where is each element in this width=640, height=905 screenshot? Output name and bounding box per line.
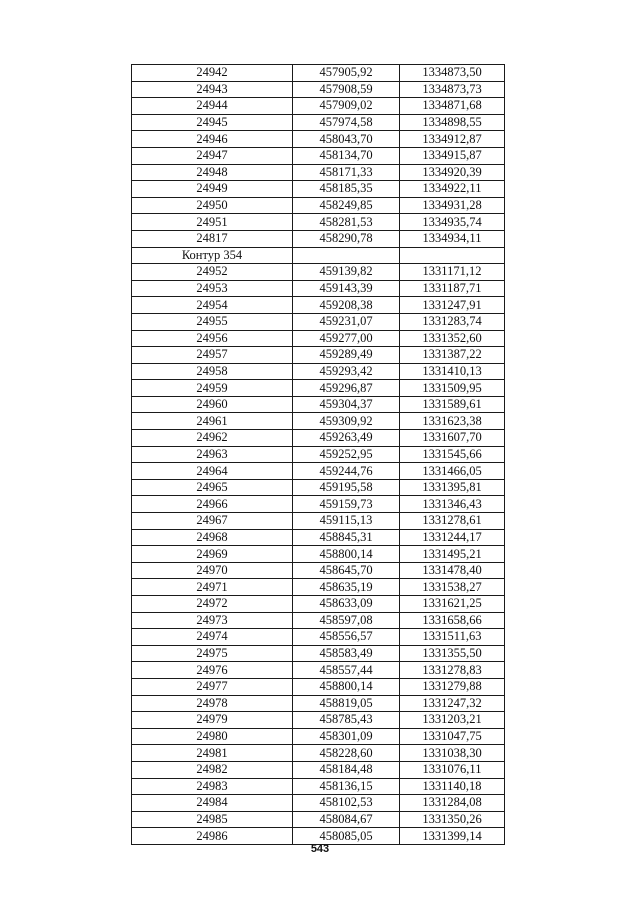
table-row <box>132 513 505 530</box>
y-coordinate-cell: 1334912,87 <box>400 131 505 148</box>
point-number-cell: 24985 <box>132 811 293 828</box>
x-coordinate-cell: 457974,58 <box>293 114 400 131</box>
point-number-cell: 24964 <box>132 463 293 480</box>
y-coordinate-cell: 1331352,60 <box>400 330 505 347</box>
x-coordinate-cell: 459143,39 <box>293 280 400 297</box>
x-coordinate-cell <box>293 247 400 264</box>
y-coordinate-cell: 1331038,30 <box>400 745 505 762</box>
y-coordinate-cell: 1334920,39 <box>400 164 505 181</box>
x-coordinate-cell: 457905,92 <box>293 65 400 82</box>
y-coordinate-cell: 1331283,74 <box>400 313 505 330</box>
point-number-cell: 24948 <box>132 164 293 181</box>
table-row <box>132 795 505 812</box>
table-row <box>132 463 505 480</box>
x-coordinate-cell: 458583,49 <box>293 645 400 662</box>
y-coordinate-cell: 1334873,50 <box>400 65 505 82</box>
x-coordinate-cell: 459195,58 <box>293 479 400 496</box>
y-coordinate-cell: 1331621,25 <box>400 596 505 613</box>
x-coordinate-cell: 458645,70 <box>293 562 400 579</box>
table-row <box>132 728 505 745</box>
x-coordinate-cell: 459244,76 <box>293 463 400 480</box>
y-coordinate-cell: 1331076,11 <box>400 761 505 778</box>
y-coordinate-cell <box>400 247 505 264</box>
x-coordinate-cell: 458819,05 <box>293 695 400 712</box>
point-number-cell: 24981 <box>132 745 293 762</box>
x-coordinate-cell: 457908,59 <box>293 81 400 98</box>
y-coordinate-cell: 1331511,63 <box>400 629 505 646</box>
point-number-cell: 24961 <box>132 413 293 430</box>
point-number-cell: 24949 <box>132 181 293 198</box>
table-row <box>132 347 505 364</box>
point-number-cell: 24975 <box>132 645 293 662</box>
point-number-cell: 24972 <box>132 596 293 613</box>
x-coordinate-cell: 459289,49 <box>293 347 400 364</box>
point-number-cell: 24979 <box>132 712 293 729</box>
table-row <box>132 214 505 231</box>
point-number-cell: 24984 <box>132 795 293 812</box>
coordinates-table <box>131 64 505 845</box>
point-number-cell: 24946 <box>132 131 293 148</box>
x-coordinate-cell: 458185,35 <box>293 181 400 198</box>
point-number-cell: 24942 <box>132 65 293 82</box>
y-coordinate-cell: 1331279,88 <box>400 678 505 695</box>
x-coordinate-cell: 458085,05 <box>293 828 400 845</box>
x-coordinate-cell: 458290,78 <box>293 230 400 247</box>
y-coordinate-cell: 1331346,43 <box>400 496 505 513</box>
table-row <box>132 745 505 762</box>
point-number-cell: 24958 <box>132 363 293 380</box>
point-number-cell: 24953 <box>132 280 293 297</box>
x-coordinate-cell: 458171,33 <box>293 164 400 181</box>
y-coordinate-cell: 1331395,81 <box>400 479 505 496</box>
table-row <box>132 147 505 164</box>
point-number-cell: 24983 <box>132 778 293 795</box>
table-row <box>132 546 505 563</box>
y-coordinate-cell: 1331495,21 <box>400 546 505 563</box>
point-number-cell: 24951 <box>132 214 293 231</box>
table-row <box>132 297 505 314</box>
x-coordinate-cell: 458136,15 <box>293 778 400 795</box>
point-number-cell: 24959 <box>132 380 293 397</box>
x-coordinate-cell: 459293,42 <box>293 363 400 380</box>
table-row <box>132 81 505 98</box>
point-number-cell: 24970 <box>132 562 293 579</box>
table-row <box>132 662 505 679</box>
point-number-cell: 24957 <box>132 347 293 364</box>
x-coordinate-cell: 459252,95 <box>293 446 400 463</box>
table-row <box>132 828 505 845</box>
y-coordinate-cell: 1334935,74 <box>400 214 505 231</box>
x-coordinate-cell: 457909,02 <box>293 98 400 115</box>
point-number-cell: 24945 <box>132 114 293 131</box>
y-coordinate-cell: 1331410,13 <box>400 363 505 380</box>
y-coordinate-cell: 1331244,17 <box>400 529 505 546</box>
y-coordinate-cell: 1334931,28 <box>400 197 505 214</box>
table-row <box>132 313 505 330</box>
point-number-cell: 24967 <box>132 513 293 530</box>
table-row <box>132 446 505 463</box>
table-row <box>132 761 505 778</box>
table-row <box>132 612 505 629</box>
table-row <box>132 264 505 281</box>
table-row <box>132 114 505 131</box>
point-number-cell: 24944 <box>132 98 293 115</box>
x-coordinate-cell: 459296,87 <box>293 380 400 397</box>
table-row <box>132 629 505 646</box>
point-number-cell: 24971 <box>132 579 293 596</box>
point-number-cell: 24968 <box>132 529 293 546</box>
y-coordinate-cell: 1334934,11 <box>400 230 505 247</box>
x-coordinate-cell: 458556,57 <box>293 629 400 646</box>
table-row <box>132 712 505 729</box>
y-coordinate-cell: 1331478,40 <box>400 562 505 579</box>
table-row <box>132 562 505 579</box>
point-number-cell: 24954 <box>132 297 293 314</box>
point-number-cell: 24952 <box>132 264 293 281</box>
x-coordinate-cell: 459208,38 <box>293 297 400 314</box>
table-row <box>132 695 505 712</box>
y-coordinate-cell: 1334873,73 <box>400 81 505 98</box>
point-number-cell: 24982 <box>132 761 293 778</box>
y-coordinate-cell: 1331278,83 <box>400 662 505 679</box>
page-number: 543 <box>310 843 330 855</box>
table-row <box>132 131 505 148</box>
point-number-cell: 24965 <box>132 479 293 496</box>
x-coordinate-cell: 458557,44 <box>293 662 400 679</box>
point-number-cell: 24817 <box>132 230 293 247</box>
x-coordinate-cell: 459231,07 <box>293 313 400 330</box>
x-coordinate-cell: 459139,82 <box>293 264 400 281</box>
y-coordinate-cell: 1331607,70 <box>400 430 505 447</box>
y-coordinate-cell: 1331171,12 <box>400 264 505 281</box>
table-row <box>132 496 505 513</box>
point-number-cell: 24947 <box>132 147 293 164</box>
point-number-cell: 24969 <box>132 546 293 563</box>
x-coordinate-cell: 458249,85 <box>293 197 400 214</box>
x-coordinate-cell: 459115,13 <box>293 513 400 530</box>
point-number-cell: 24956 <box>132 330 293 347</box>
x-coordinate-cell: 458134,70 <box>293 147 400 164</box>
table-row <box>132 579 505 596</box>
table-row <box>132 380 505 397</box>
table-row <box>132 164 505 181</box>
table-row <box>132 413 505 430</box>
y-coordinate-cell: 1334898,55 <box>400 114 505 131</box>
y-coordinate-cell: 1331538,27 <box>400 579 505 596</box>
y-coordinate-cell: 1331247,91 <box>400 297 505 314</box>
point-number-cell: 24962 <box>132 430 293 447</box>
point-number-cell: 24973 <box>132 612 293 629</box>
x-coordinate-cell: 459304,37 <box>293 396 400 413</box>
point-number-cell: 24980 <box>132 728 293 745</box>
x-coordinate-cell: 459159,73 <box>293 496 400 513</box>
point-number-cell: 24974 <box>132 629 293 646</box>
x-coordinate-cell: 458800,14 <box>293 546 400 563</box>
coordinates-table-body <box>132 65 505 845</box>
point-number-cell: 24955 <box>132 313 293 330</box>
table-row <box>132 811 505 828</box>
y-coordinate-cell: 1331466,05 <box>400 463 505 480</box>
y-coordinate-cell: 1331278,61 <box>400 513 505 530</box>
point-number-cell: 24976 <box>132 662 293 679</box>
y-coordinate-cell: 1334915,87 <box>400 147 505 164</box>
point-number-cell: Контур 354 <box>132 247 293 264</box>
y-coordinate-cell: 1331509,95 <box>400 380 505 397</box>
y-coordinate-cell: 1331284,08 <box>400 795 505 812</box>
y-coordinate-cell: 1331187,71 <box>400 280 505 297</box>
x-coordinate-cell: 458043,70 <box>293 131 400 148</box>
table-row <box>132 197 505 214</box>
x-coordinate-cell: 458281,53 <box>293 214 400 231</box>
x-coordinate-cell: 458184,48 <box>293 761 400 778</box>
x-coordinate-cell: 458228,60 <box>293 745 400 762</box>
x-coordinate-cell: 458635,19 <box>293 579 400 596</box>
table-row <box>132 596 505 613</box>
x-coordinate-cell: 458084,67 <box>293 811 400 828</box>
table-row <box>132 98 505 115</box>
point-number-cell: 24977 <box>132 678 293 695</box>
y-coordinate-cell: 1331399,14 <box>400 828 505 845</box>
table-row <box>132 529 505 546</box>
y-coordinate-cell: 1331047,75 <box>400 728 505 745</box>
x-coordinate-cell: 458785,43 <box>293 712 400 729</box>
point-number-cell: 24950 <box>132 197 293 214</box>
y-coordinate-cell: 1331140,18 <box>400 778 505 795</box>
point-number-cell: 24966 <box>132 496 293 513</box>
y-coordinate-cell: 1331387,22 <box>400 347 505 364</box>
y-coordinate-cell: 1331203,21 <box>400 712 505 729</box>
x-coordinate-cell: 459309,92 <box>293 413 400 430</box>
x-coordinate-cell: 458301,09 <box>293 728 400 745</box>
y-coordinate-cell: 1331545,66 <box>400 446 505 463</box>
y-coordinate-cell: 1331623,38 <box>400 413 505 430</box>
point-number-cell: 24943 <box>132 81 293 98</box>
table-row <box>132 181 505 198</box>
table-row <box>132 330 505 347</box>
table-row <box>132 396 505 413</box>
x-coordinate-cell: 459277,00 <box>293 330 400 347</box>
point-number-cell: 24963 <box>132 446 293 463</box>
y-coordinate-cell: 1331355,50 <box>400 645 505 662</box>
x-coordinate-cell: 458845,31 <box>293 529 400 546</box>
table-row <box>132 247 505 264</box>
y-coordinate-cell: 1331247,32 <box>400 695 505 712</box>
x-coordinate-cell: 459263,49 <box>293 430 400 447</box>
table-row <box>132 645 505 662</box>
table-row <box>132 363 505 380</box>
y-coordinate-cell: 1334871,68 <box>400 98 505 115</box>
table-row <box>132 230 505 247</box>
table-row <box>132 430 505 447</box>
x-coordinate-cell: 458800,14 <box>293 678 400 695</box>
table-row <box>132 280 505 297</box>
point-number-cell: 24986 <box>132 828 293 845</box>
point-number-cell: 24960 <box>132 396 293 413</box>
table-row <box>132 479 505 496</box>
table-row <box>132 678 505 695</box>
x-coordinate-cell: 458633,09 <box>293 596 400 613</box>
y-coordinate-cell: 1331350,26 <box>400 811 505 828</box>
point-number-cell: 24978 <box>132 695 293 712</box>
y-coordinate-cell: 1334922,11 <box>400 181 505 198</box>
x-coordinate-cell: 458597,08 <box>293 612 400 629</box>
table-row <box>132 778 505 795</box>
y-coordinate-cell: 1331658,66 <box>400 612 505 629</box>
x-coordinate-cell: 458102,53 <box>293 795 400 812</box>
table-row <box>132 65 505 82</box>
y-coordinate-cell: 1331589,61 <box>400 396 505 413</box>
